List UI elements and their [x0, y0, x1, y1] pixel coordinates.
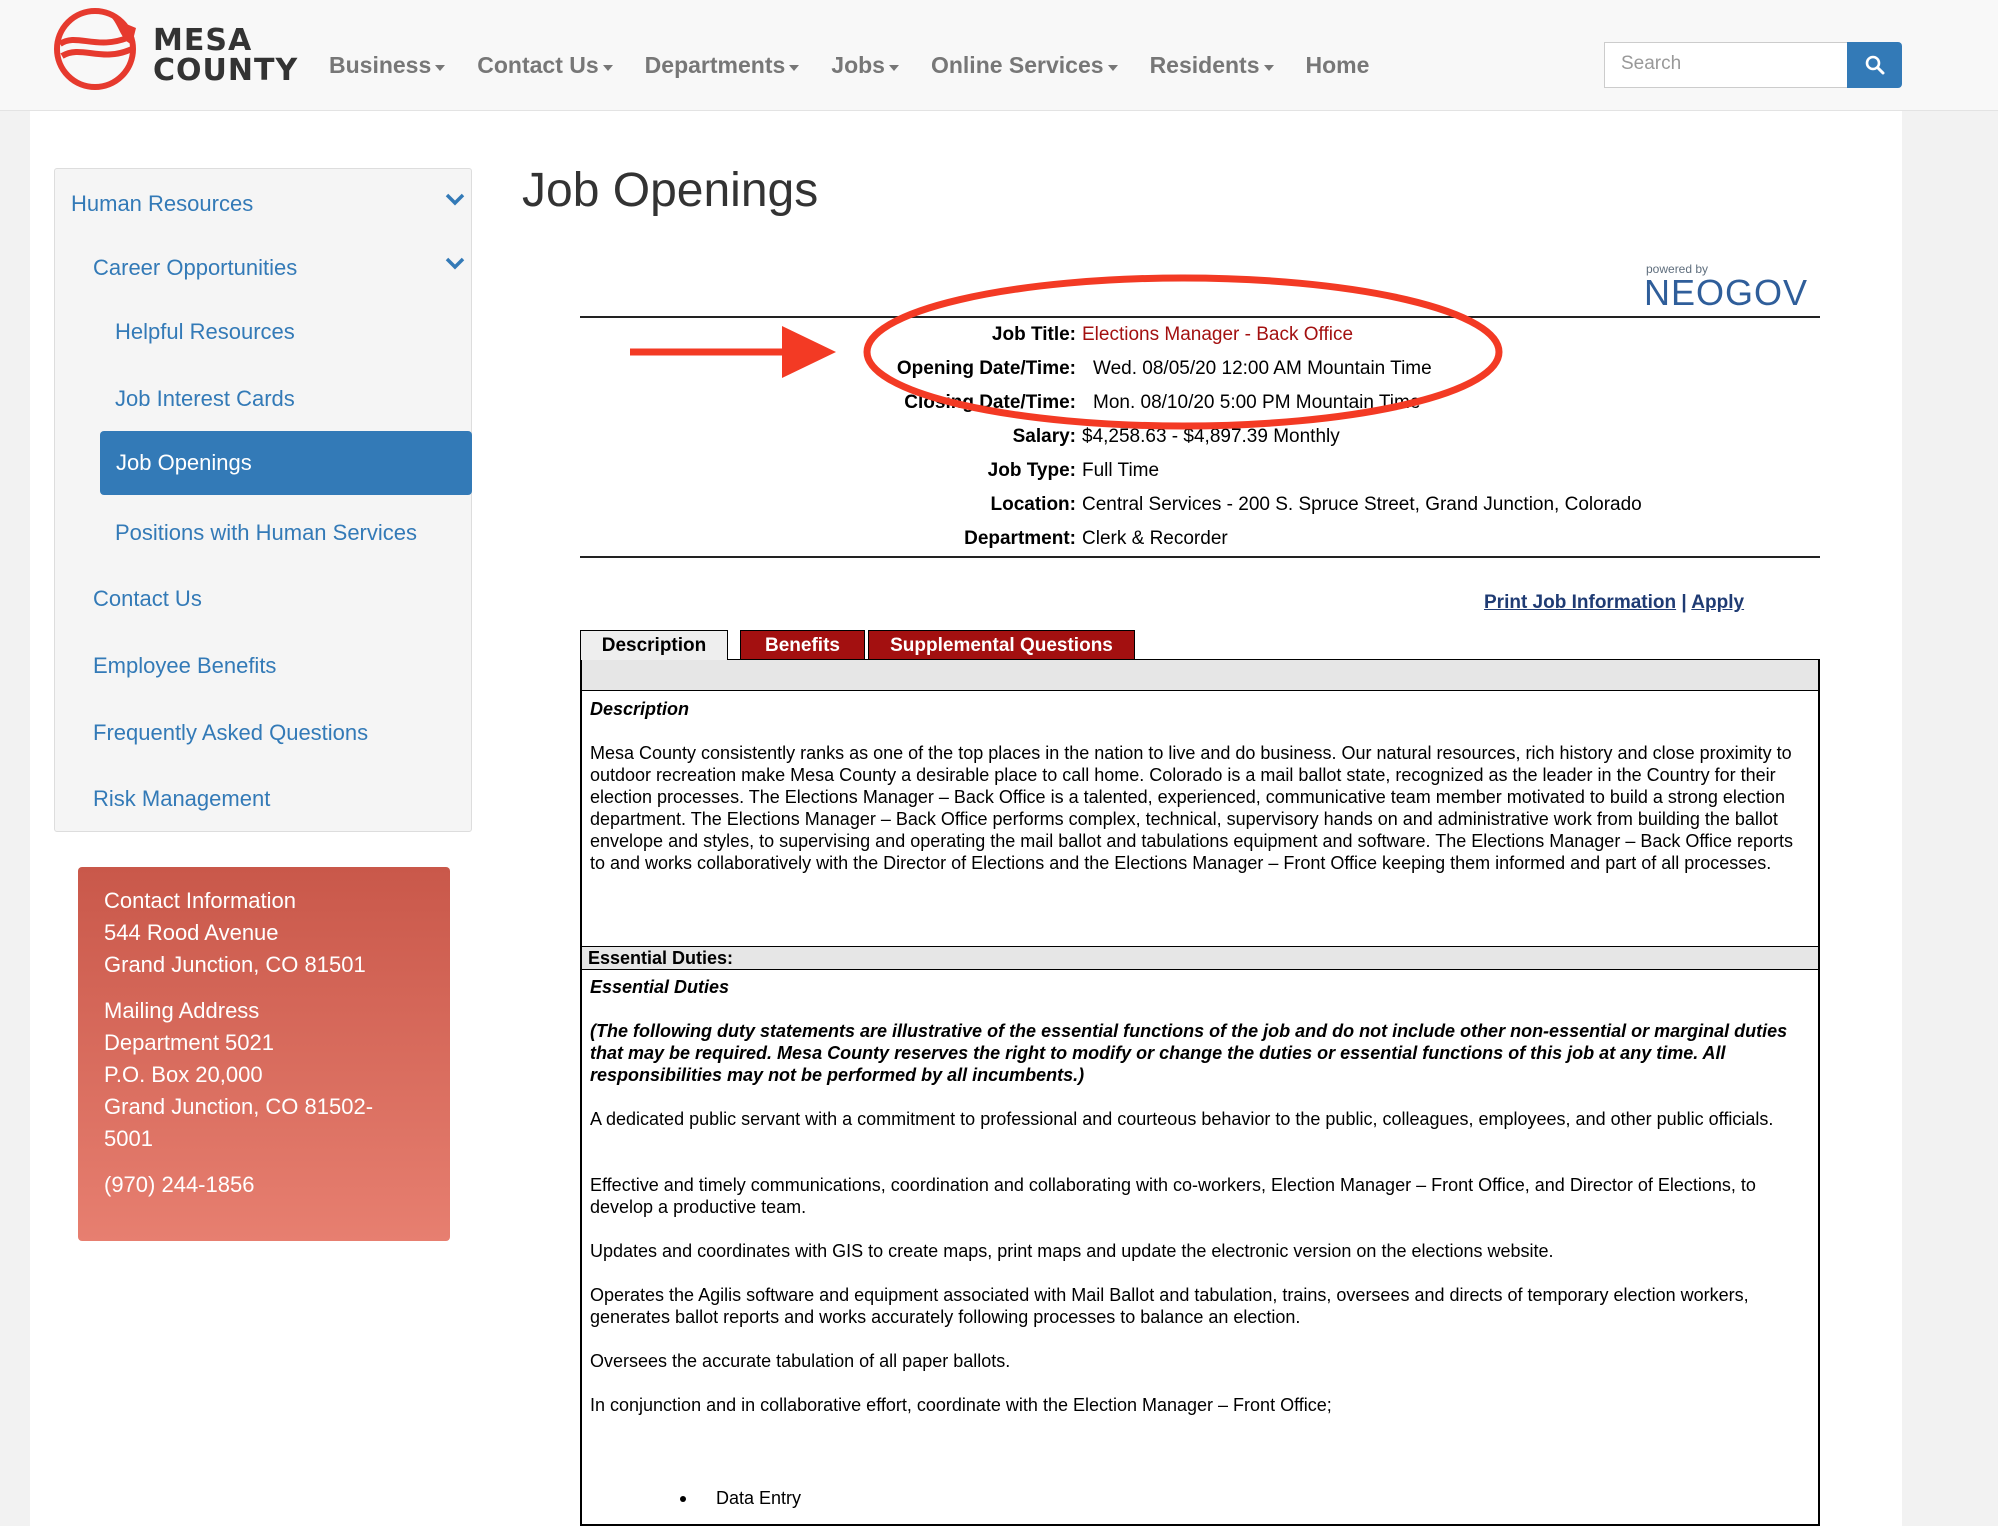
- sidebar-item-human-resources[interactable]: Human Resources: [71, 191, 254, 216]
- contact-address-line: 544 Rood Avenue: [104, 920, 279, 945]
- contact-address-line: Grand Junction, CO 81501: [104, 952, 366, 977]
- duty-item: A dedicated public servant with a commitment to professional and courteous behavior to the public, colleagues, employees, and other public officials.: [590, 1109, 1774, 1129]
- nav-online-services[interactable]: Online Services: [931, 52, 1118, 79]
- logo-line2: COUNTY: [153, 53, 299, 88]
- job-title-value: Elections Manager - Back Office: [1082, 324, 1354, 345]
- site-header: [0, 0, 1998, 111]
- tab-benefits[interactable]: Benefits: [740, 630, 865, 660]
- sidebar-item-faq[interactable]: Frequently Asked Questions: [93, 720, 369, 745]
- mailing-line: P.O. Box 20,000: [104, 1062, 263, 1087]
- page-title: Job Openings: [522, 164, 819, 217]
- divider: [580, 556, 1820, 558]
- print-job-link[interactable]: Print Job Information: [1484, 592, 1677, 613]
- search-button[interactable]: [1847, 42, 1902, 88]
- location-label: Location:: [990, 494, 1076, 515]
- caret-down-icon: [789, 65, 799, 71]
- neogov-powered-by: powered by: [1646, 262, 1709, 276]
- mailing-line: Department 5021: [104, 1030, 274, 1055]
- department-value: Clerk & Recorder: [1082, 528, 1228, 549]
- job-links: [1484, 592, 1744, 614]
- tab-description[interactable]: Description: [580, 630, 728, 660]
- nav-departments[interactable]: Departments: [645, 52, 800, 79]
- opening-date-label: Opening Date/Time:: [896, 358, 1076, 379]
- divider: [580, 316, 1820, 318]
- chevron-down-icon[interactable]: [445, 257, 465, 271]
- location-value: Central Services - 200 S. Spruce Street, Grand Junction, Colorado: [1082, 494, 1642, 515]
- duty-item: Operates the Agilis software and equipment associated with Mail Ballot and tabulation, trains, oversees and directs of temporary election workers, generates ballot reports and works accurately following processes to balance an election.: [590, 1285, 1749, 1327]
- caret-down-icon: [889, 65, 899, 71]
- search-input[interactable]: Search: [1604, 42, 1848, 88]
- closing-date-label: Closing Date/Time:: [904, 392, 1076, 413]
- sidebar-item-risk-management[interactable]: Risk Management: [93, 786, 271, 811]
- search-icon: [1865, 55, 1885, 75]
- description-text: Mesa County consistently ranks as one of the top places in the nation to live and do business. Our natural resources, rich history and close proximity to outdoor recreation make Mesa County a desirable place to call home. Colorado is a mail ballot state, recognized as the leader in the Country for their election processes. The Elections Manager – Back Office is a talented, experienced, communicative team member motivated to build a strong election department. The Elections Manager – Back Office performs complex, technical, supervisory hands on and administrative work from building the ballot envelope and styles, to supervising and operating the mail ballot and tabulations equipment and software. The Elections Manager – Back Office reports to and works collaboratively with the Director of Elections and the Elections Manager – Front Office keeping them informed and part of all processes.: [590, 743, 1794, 873]
- apply-link[interactable]: Apply: [1691, 592, 1745, 613]
- closing-date-value: Mon. 08/10/20 5:00 PM Mountain Time: [1093, 392, 1421, 413]
- mailing-line: 5001: [104, 1126, 153, 1151]
- sidebar-item-helpful-resources[interactable]: Helpful Resources: [115, 319, 295, 344]
- sidebar-item-positions-human-services[interactable]: Positions with Human Services: [115, 520, 418, 545]
- logo-emblem-icon: [52, 8, 142, 90]
- contact-title: Contact Information: [104, 888, 296, 913]
- caret-down-icon: [1108, 65, 1118, 71]
- duty-item: Updates and coordinates with GIS to create maps, print maps and update the electronic version on the elections website.: [590, 1241, 1554, 1261]
- tab-supplemental-questions[interactable]: Supplemental Questions: [868, 630, 1135, 660]
- mailing-title: Mailing Address: [104, 998, 260, 1023]
- neogov-wordmark: NEOGOV: [1644, 272, 1809, 313]
- sidebar-item-job-interest-cards[interactable]: Job Interest Cards: [115, 386, 295, 411]
- opening-date-value: Wed. 08/05/20 12:00 AM Mountain Time: [1093, 358, 1432, 379]
- nav-jobs[interactable]: Jobs: [831, 52, 899, 79]
- duties-heading: Essential Duties: [590, 977, 730, 997]
- essential-duties-bar: Essential Duties:: [582, 946, 1818, 970]
- salary-label: Salary:: [1012, 426, 1076, 447]
- description-panel: [580, 660, 1820, 1526]
- sidebar-item-job-openings[interactable]: [100, 431, 472, 495]
- logo-line1: MESA: [153, 23, 253, 58]
- sidebar-item-contact-us[interactable]: Contact Us: [93, 586, 202, 611]
- link-separator: |: [1681, 592, 1687, 613]
- mailing-line: Grand Junction, CO 81502-: [104, 1094, 374, 1119]
- main-nav: [329, 52, 1401, 79]
- neogov-logo[interactable]: [1644, 262, 1809, 313]
- nav-business[interactable]: Business: [329, 52, 445, 79]
- bullet-dot: [680, 1496, 686, 1502]
- description-heading: Description: [590, 699, 690, 719]
- nav-contact-us[interactable]: Contact Us: [477, 52, 612, 79]
- sidebar-item-career-opportunities[interactable]: Career Opportunities: [93, 255, 298, 280]
- panel-strip: [582, 660, 1818, 691]
- duty-item: In conjunction and in collaborative effort, coordinate with the Election Manager – Front Office;: [590, 1395, 1332, 1415]
- sidebar-item-label: Job Openings: [116, 450, 252, 475]
- chevron-down-icon[interactable]: [445, 193, 465, 207]
- job-title-label: Job Title:: [991, 324, 1076, 345]
- contact-info-panel: [78, 867, 450, 1241]
- salary-value: $4,258.63 - $4,897.39 Monthly: [1082, 426, 1340, 447]
- job-type-value: Full Time: [1082, 460, 1160, 481]
- department-label: Department:: [964, 528, 1076, 549]
- duty-item: Oversees the accurate tabulation of all paper ballots.: [590, 1351, 1011, 1371]
- nav-residents[interactable]: Residents: [1150, 52, 1274, 79]
- mesa-county-logo[interactable]: [52, 8, 299, 90]
- sidebar-nav: [54, 168, 472, 832]
- contact-phone[interactable]: (970) 244-1856: [104, 1172, 255, 1197]
- sidebar-item-employee-benefits[interactable]: Employee Benefits: [93, 653, 277, 678]
- caret-down-icon: [435, 65, 445, 71]
- caret-down-icon: [603, 65, 613, 71]
- caret-down-icon: [1264, 65, 1274, 71]
- duty-item: Effective and timely communications, coordination and collaborating with co-workers, Election Manager – Front Office, and Director of Elections, to develop a productive team.: [590, 1175, 1756, 1217]
- job-type-label: Job Type:: [987, 460, 1076, 481]
- bullet-item: Data Entry: [716, 1488, 802, 1508]
- nav-home[interactable]: Home: [1305, 52, 1370, 78]
- duties-note: (The following duty statements are illustrative of the essential functions of the job and do not include other non-essential or marginal duties that may be required. Mesa County reserves the right to modify or change the duties or essential functions of this job at any time. All responsibilities may not be performed by all incumbents.): [590, 1021, 1788, 1085]
